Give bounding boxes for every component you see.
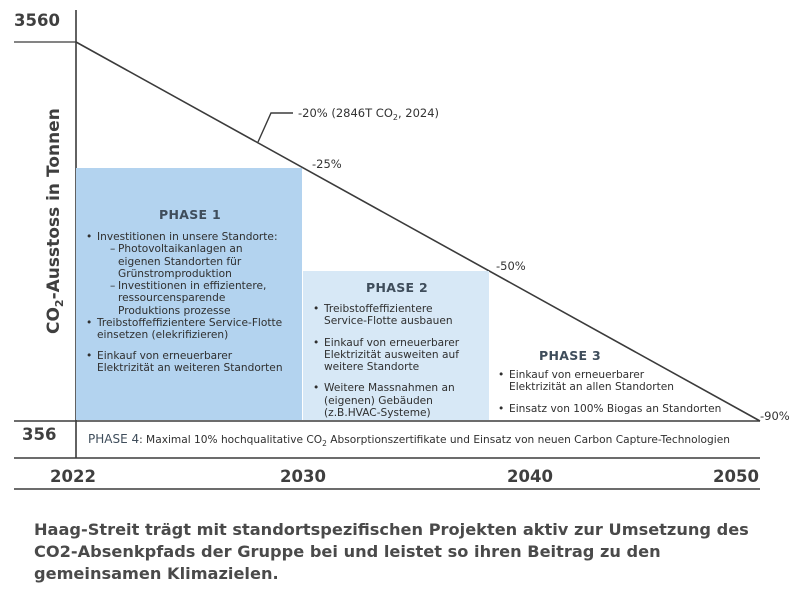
phase-1-line: Produktions prozesse (118, 304, 231, 317)
annotation-minus-90: -90% (760, 409, 790, 423)
phase-2-title: PHASE 2 (366, 280, 428, 295)
chart-caption: Haag-Streit trägt mit standortspezifischen Projekten aktiv zur Umsetzung des CO2-Absenkpfads der Gruppe bei und leistet so ihren Beitrag zu den gemeinsamen Klimazielen. (34, 520, 749, 583)
phase-4-text-rest: Absorptionszertifikate und Einsatz von neuen Carbon Capture-Technologien (326, 434, 730, 446)
phase-1-list (84, 231, 296, 374)
phase-3-box (496, 348, 736, 420)
phase-1-line: Investitionen in effizientere, (118, 280, 267, 293)
phase-3-line: Einkauf von erneuerbarer (509, 369, 645, 381)
x-tick-label-2022: 2022 (50, 467, 96, 486)
phase-2-line: weitere Standorte (324, 361, 420, 374)
phase-4-row (88, 432, 730, 448)
annotation-minus-25: -25% (312, 157, 342, 171)
y-tick-label-356: 356 (22, 425, 57, 444)
phase-1-line: Photovoltaikanlagen an (118, 243, 243, 256)
phase-2-line: Service-Flotte ausbauen (324, 315, 453, 328)
phase-1-line: eigenen Standorten für (118, 255, 242, 268)
phase-1-line: einsetzen (elekrifizieren) (97, 329, 229, 342)
phase-2-list (311, 303, 483, 419)
annotation-minus-50: -50% (496, 259, 526, 273)
phase-4-label: PHASE 4 (88, 432, 140, 446)
phase-1-line: Treibstoffeffizientere Service-Flotte (97, 317, 283, 330)
phase-3-item (496, 403, 736, 415)
phase-1-line: Grünstromproduktion (118, 267, 232, 280)
phase-1-box (76, 168, 302, 420)
y-axis-title: $CO_2$-Ausstoss in Tonnen (44, 108, 66, 334)
phase-2-line: Elektrizität ausweiten auf (324, 348, 459, 361)
annotation-minus-20: -20% (2846T $CO_2$, 2024) (298, 106, 440, 122)
x-tick-label-2030: 2030 (280, 467, 326, 486)
phase-1-item (84, 317, 296, 342)
phase-3-line: Einsatz von 100% Biogas an Standorten (509, 402, 722, 415)
x-tick-label-2050: 2050 (713, 467, 759, 486)
phase-3-list (496, 369, 736, 415)
phase-2-item (311, 337, 483, 374)
phase-3-title: PHASE 3 (539, 348, 601, 363)
phase-1-line: Elektrizität an weiteren Standorten (97, 361, 283, 374)
y-tick-label-3560: 3560 (14, 11, 60, 30)
x-tick-label-2040: 2040 (507, 467, 553, 486)
annotation-leader-20 (258, 113, 293, 142)
phase-1-line: ressourcensparende (118, 292, 226, 305)
phase-1-subitem (84, 243, 296, 280)
phase-2-line: (eigenen) Gebäuden (324, 394, 433, 407)
phase-4-text: : Maximal 10% hochqualitative CO (139, 434, 323, 446)
phase-3-item (496, 369, 736, 394)
phase-2-box (303, 271, 489, 420)
phase-2-line: (z.B.HVAC-Systeme) (324, 407, 431, 420)
phase-1-item (84, 350, 296, 375)
phase-2-line: Weitere Massnahmen an (324, 382, 455, 395)
phase-1-subitem (84, 280, 296, 317)
phase-2-line: Einkauf von erneuerbarer (324, 336, 460, 349)
phase-3-line: Elektrizität an allen Standorten (509, 381, 674, 394)
phase-1-title: PHASE 1 (159, 207, 221, 222)
phase-2-item (311, 303, 483, 328)
phase-2-item (311, 382, 483, 419)
phase-1-item (84, 231, 296, 243)
phase-1-line: Einkauf von erneuerbarer (97, 349, 233, 362)
phase-2-line: Treibstoffeffizientere (324, 303, 433, 315)
phase-1-line: Investitionen in unsere Standorte: (97, 231, 278, 243)
phase-4-subscript: 2 (322, 439, 327, 449)
